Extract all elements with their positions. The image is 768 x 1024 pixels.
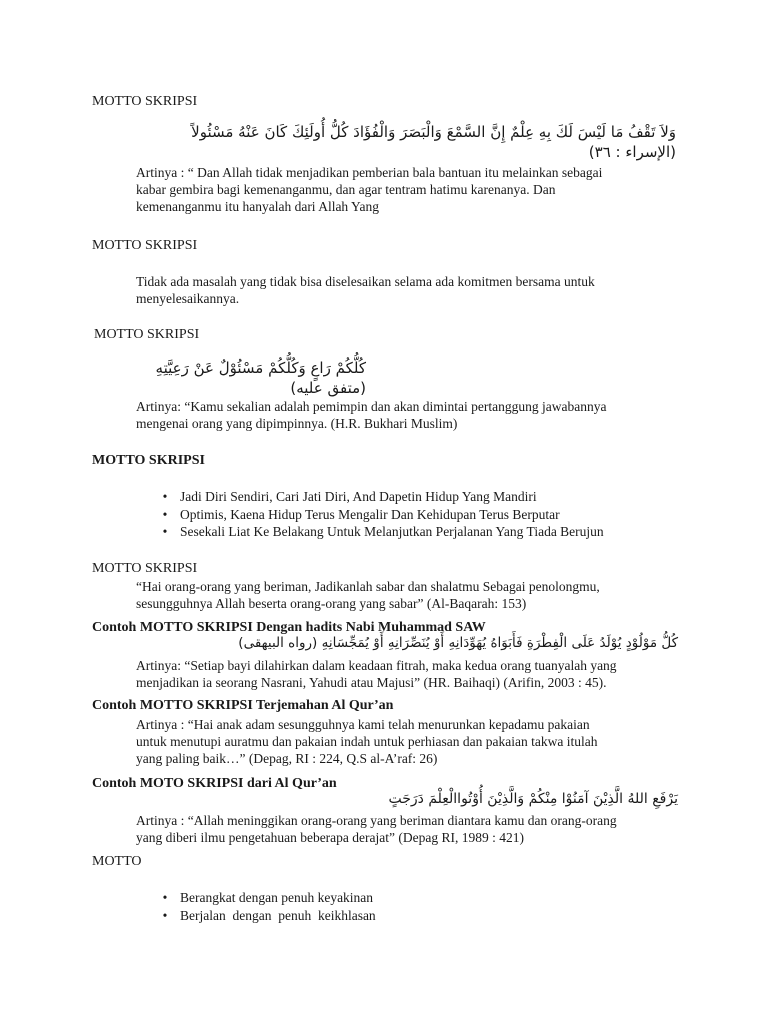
text-line: “Hai orang-orang yang beriman, Jadikanlah sabar dan shalatmu Sebagai penolongmu, xyxy=(136,579,600,594)
section-8-heading: Contoh MOTO SKRIPSI dari Al Qur’an xyxy=(92,776,337,791)
section-1-heading: MOTTO SKRIPSI xyxy=(92,94,198,109)
text-line: Artinya: “Setiap bayi dilahirkan dalam keadaan fitrah, maka kedua orang tuanyalah yang xyxy=(136,658,617,673)
text-line: yang paling baik…” (Depag, RI : 224, Q.S al-A’raf: 26) xyxy=(136,751,438,766)
text-line: sesungguhnya Allah beserta orang-orang yang sabar” (Al-Baqarah: 153) xyxy=(136,596,527,611)
text-line: mengenai orang yang dipimpinnya. (H.R. Bukhari Muslim) xyxy=(136,416,458,431)
section-5-quote xyxy=(136,578,678,612)
list-item xyxy=(158,907,376,925)
text-line: yang diberi ilmu pengetahuan beberapa derajat” (Depag RI, 1989 : 421) xyxy=(136,830,524,845)
section-8-arabic-verse: يَرْفَعِ اللهُ الَّذِيْنَ آمَنُوْا مِنْكُمْ وَالَّذِيْنَ أُوْتُواالْعِلْمَ دَرَجَتٍ xyxy=(388,791,678,807)
list-item-text: Sesekali Liat Ke Belakang Untuk Melanjutkan Perjalanan Yang Tiada Berujun xyxy=(180,524,604,539)
text-line: kabar gembira bagi kemenanganmu, dan agar tentram hatimu karenanya. Dan xyxy=(136,182,556,197)
section-5-heading: MOTTO SKRIPSI xyxy=(92,561,198,576)
section-1-translation xyxy=(136,164,678,215)
text-line: Artinya: “Kamu sekalian adalah pemimpin dan akan dimintai pertanggung jawabannya xyxy=(136,399,607,414)
list-item xyxy=(158,889,376,907)
list-item xyxy=(158,488,604,506)
bullet-icon: • xyxy=(162,489,168,504)
text-line: menjadikan ia seorang Nasrani, Yahudi atau Majusi” (HR. Baihaqi) (Arifin, 2003 : 45). xyxy=(136,675,607,690)
section-9-bullet-list xyxy=(158,889,376,924)
section-2-heading: MOTTO SKRIPSI xyxy=(92,238,198,253)
list-item xyxy=(158,523,604,541)
list-item-text: Jadi Diri Sendiri, Cari Jati Diri, And Dapetin Hidup Yang Mandiri xyxy=(180,489,537,504)
section-3-heading: MOTTO SKRIPSI xyxy=(94,327,200,342)
section-3-arabic-hadith: كُلُّكُمْ رَاعٍ وَكُلُّكُمْ مَسْئُوْلٌ عَنْ رَعِيَّتِهِ (متفق عليه) xyxy=(155,359,366,397)
text-line: kemenanganmu itu hanyalah dari Allah Yang xyxy=(136,199,379,214)
section-6-heading: Contoh MOTTO SKRIPSI Dengan hadits Nabi Muhammad SAW xyxy=(92,620,486,635)
section-7-translation xyxy=(136,716,678,767)
section-3-translation xyxy=(136,398,678,432)
section-1-arabic-verse: وَلاَ تَقْفُ مَا لَيْسَ لَكَ بِهِ عِلْمٌ إِنَّ السَّمْعَ وَالْبَصَرَ وَالْفُؤَادَ كُلُّ أُولَئِكَ كَانَ عَنْهُ مَسْئُولاً (الإسراء : ٣٦) xyxy=(191,123,676,161)
list-item-text: Berangkat dengan penuh keyakinan xyxy=(180,890,374,905)
text-line: Artinya : “Hai anak adam sesungguhnya kami telah menurunkan kepadamu pakaian xyxy=(136,717,590,732)
section-4-bullet-list xyxy=(158,488,604,541)
text-line: Artinya : “Allah meninggikan orang-orang yang beriman diantara kamu dan orang-orang xyxy=(136,813,617,828)
text-line: Artinya : “ Dan Allah tidak menjadikan pemberian bala bantuan itu melainkan sebagai xyxy=(136,165,603,180)
section-6-translation xyxy=(136,657,678,691)
section-7-heading: Contoh MOTTO SKRIPSI Terjemahan Al Qur’an xyxy=(92,698,394,713)
list-item-text: Optimis, Kaena Hidup Terus Mengalir Dan Kehidupan Terus Berputar xyxy=(180,506,560,522)
bullet-icon: • xyxy=(162,907,168,923)
bullet-icon: • xyxy=(162,524,168,539)
section-9-heading: MOTTO xyxy=(92,854,142,869)
list-item xyxy=(158,506,604,524)
section-4-heading: MOTTO SKRIPSI xyxy=(92,453,205,468)
bullet-icon: • xyxy=(162,890,168,905)
section-2-text xyxy=(136,273,678,307)
section-6-arabic-hadith: كُلُّ مَوْلُوْدٍ يُوْلَدُ عَلَى الْفِطْرَةِ فَأَبَوَاهُ يُهَوِّدَانِهِ أَوْ يُنَصِّرَانِهِ أَوْ يُمَجِّسَانِهِ (رواه البيهقى) xyxy=(238,635,678,651)
text-line: untuk menutupi auratmu dan pakaian indah untuk perhiasan dan pakaian takwa itulah xyxy=(136,734,598,749)
text-line: menyelesaikannya. xyxy=(136,291,240,306)
section-8-translation xyxy=(136,812,678,846)
text-line: Tidak ada masalah yang tidak bisa diselesaikan selama ada komitmen bersama untuk xyxy=(136,274,595,289)
bullet-icon: • xyxy=(162,506,168,522)
list-item-text: Berjalan dengan penuh keikhlasan xyxy=(180,907,376,923)
